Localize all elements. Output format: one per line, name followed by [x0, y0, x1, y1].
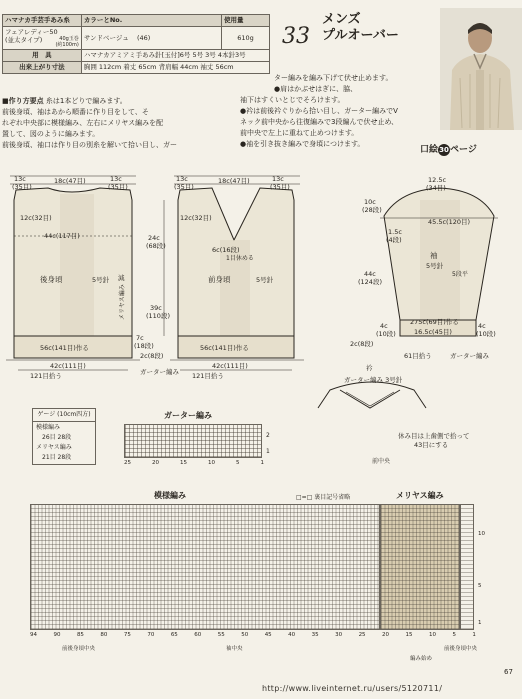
garter-mark-3: 10 [208, 460, 215, 466]
pattern-mark-11: 40 [288, 632, 296, 638]
pattern-mark-5: 70 [147, 632, 155, 638]
pattern-mark-15: 20 [382, 632, 390, 638]
instructions-right [240, 73, 440, 150]
right-line-3: ●衿は前後衿ぐりから拾い目し、ガーター編みでV [240, 107, 398, 115]
pattern-chart-marks [30, 632, 476, 638]
sleeve-bottom: 61目拾う [404, 352, 432, 360]
right-line-6: ●袖を引き抜き編みで身頃につけます。 [240, 140, 365, 148]
intro-label: ■作り方要点 [2, 97, 44, 105]
pattern-mark-2: 85 [76, 632, 84, 638]
pattern-mark-8: 55 [217, 632, 225, 638]
title-line2: プルオーバー [322, 28, 399, 43]
sleeve-cuff2: 16.5c(45目) [414, 328, 452, 336]
pattern-mark-13: 30 [335, 632, 343, 638]
front-body-schematic [164, 176, 304, 370]
sleeve-side-l: 10c [364, 198, 376, 206]
source-url: http://www.liveinternet.ru/users/5120711/ [262, 684, 443, 693]
pattern-mark-17: 10 [428, 632, 436, 638]
front-depth2: (68段) [146, 242, 166, 250]
photo-page-reference [420, 142, 477, 156]
pattern-chart-rows [478, 508, 485, 612]
back-width-inner: 42c(111目) [50, 362, 86, 370]
back-top-dim-3: 13c [110, 175, 122, 183]
yarn-header: ハマナカ手芸手あみ糸 [3, 15, 82, 27]
schematic-diagrams [0, 160, 522, 410]
yarn-sub: (並太タイプ) [5, 36, 43, 44]
collar-note [398, 432, 470, 450]
color-number: (46) [137, 33, 151, 42]
garter-note: ガーター編み [140, 368, 179, 376]
right-line-1: ●肩はかぶせはぎに、脇、 [274, 85, 358, 93]
yarn-amount: 610g [221, 27, 269, 50]
intro-line-0: 糸は1本どりで編みます。 [45, 97, 127, 105]
front-side-dim: 6c(16段) [212, 246, 240, 254]
collar-note-1: 休み目は上歯側で拾って [398, 432, 470, 440]
garter-mark-0: 25 [124, 460, 131, 466]
garter-cm: 2c(8段) [140, 352, 164, 360]
intro-line-3: 置して、図のように編みます。 [2, 130, 100, 138]
gauge-stockinette: メリヤス編み [36, 444, 72, 451]
front-label: 前身頃 [208, 275, 231, 284]
pattern-chart-title: 模様編み [154, 491, 186, 500]
right-line-0: ター編みを編み下げて伏せ止めます。 [274, 74, 393, 82]
pattern-mark-10: 45 [264, 632, 272, 638]
sleeve-top2: (34目) [426, 184, 446, 192]
back-rib2: (18段) [134, 342, 154, 350]
gauge-pattern: 模様編み [36, 424, 61, 431]
front-top-r2: (35目) [270, 183, 290, 191]
back-label: 後身頃 [40, 275, 63, 284]
pattern-mark-1: 90 [53, 632, 61, 638]
model-photo [440, 8, 522, 130]
back-dec: 減 [118, 274, 125, 282]
garter-mark-1: 20 [152, 460, 159, 466]
pattern-mark-18: 5 [452, 632, 456, 638]
collar-center: 前中央 [372, 458, 391, 465]
collar-label: 衿 [366, 364, 373, 372]
pattern-title [312, 12, 399, 44]
gauge-box [32, 408, 96, 465]
garter-chart-grid [124, 424, 262, 458]
pattern-mark-12: 35 [311, 632, 319, 638]
intro-line-4: 前後身頃、袖口は作り目の別糸を解いて拾い目し、ガー [2, 141, 177, 149]
front-bottom: 121目拾う [192, 372, 224, 380]
ref-number: 30 [439, 146, 449, 154]
sleeve-dim1b: (4段) [386, 236, 402, 244]
size-value: 胸囲 112cm 着丈 65cm 背肩幅 44cm 袖丈 56cm [81, 62, 269, 74]
edge-chart-grid [460, 504, 474, 630]
back-body-schematic [6, 176, 140, 370]
sleeve-dim2b: (124段) [358, 278, 382, 286]
sleeve-width: 45.5c(120目) [428, 218, 471, 226]
right-line-4: ネック前中央から往復編みで3段編んで伏せ止め、 [240, 118, 399, 126]
yarn-name: フェアレディー50 [5, 28, 58, 36]
pattern-mark-6: 65 [170, 632, 178, 638]
garter-mark-5: 1 [260, 460, 264, 466]
pattern-bottom-left: 前後身頃中央 [62, 646, 96, 652]
yarn-spec2: (約100m) [55, 42, 79, 48]
front-top-r: 13c [272, 175, 284, 183]
garter-chart-marks [124, 460, 264, 466]
pattern-chart-grid [30, 504, 380, 630]
garter-side-2: 2 [266, 432, 270, 439]
ref-prefix: 口絵 [420, 145, 439, 155]
right-line-5: 前中央で左上に重ねて止めつけます。 [240, 129, 359, 137]
back-rib: 7c [136, 334, 144, 342]
back-stitch: メリヤス編み [119, 284, 126, 320]
back-shoulder: 12c(32目) [20, 214, 52, 222]
sleeve-side-l2: (28段) [362, 206, 382, 214]
pattern-bottom-start: 編み始め [410, 656, 433, 662]
front-shoulder: 12c(32目) [180, 214, 212, 222]
front-depth: 24c [148, 234, 160, 242]
pattern-mark-4: 75 [123, 632, 131, 638]
stockinette-chart-grid [380, 504, 460, 630]
instructions-left [2, 96, 234, 151]
sleeve-cuff: 275c(69目)作る [410, 318, 459, 326]
pattern-row-10: 10 [478, 531, 485, 537]
back-width-total: 56c(141目)作る [40, 344, 89, 352]
back-top-dim-0: 13c [14, 175, 26, 183]
sleeve-side-r: 4c [478, 322, 486, 330]
yarn-spec: 40g玉巻 [59, 36, 79, 42]
pattern-mark-9: 50 [241, 632, 249, 638]
front-top-l: 13c [176, 175, 188, 183]
front-center-stitch: 1目休める [226, 255, 254, 262]
size-label: 出来上がり寸法 [3, 62, 82, 74]
back-bottom: 121目拾う [30, 372, 62, 380]
pattern-mark-19: 1 [472, 632, 476, 638]
pattern-row-5: 5 [478, 583, 482, 589]
ref-suffix: ページ [450, 145, 477, 155]
color-name: サンドベージュ [83, 33, 129, 42]
sleeve-side: 4c [380, 322, 388, 330]
front-length: 39c [150, 304, 162, 312]
sleeve-side2: (10段) [376, 330, 396, 338]
front-needle: 5号針 [256, 276, 274, 284]
sleeve-dim1: 1.5c [388, 228, 402, 236]
sleeve-dim2: 44c [364, 270, 376, 278]
pattern-number: 33 [282, 24, 310, 49]
sleeve-top: 12.5c [428, 176, 447, 184]
amount-header: 使用量 [221, 15, 269, 27]
pattern-mark-7: 60 [194, 632, 202, 638]
right-line-2: 袖下はすくいとじでそろけます。 [240, 96, 345, 104]
sleeve-side-r2: (10段) [476, 330, 496, 338]
front-top-l2: (35目) [174, 183, 194, 191]
back-top-dim-4: (35目) [108, 183, 128, 191]
back-top-dim-2: 18c(47目) [54, 177, 86, 185]
garter-side-1: 1 [266, 448, 270, 455]
collar-note-2: 43目にする [414, 441, 449, 449]
sleeve-garter: ガーター編み [450, 352, 489, 360]
garter-mark-4: 5 [236, 460, 240, 466]
sleeve-garter2: 2c(8段) [350, 340, 374, 348]
pattern-mark-16: 15 [405, 632, 413, 638]
gauge-pattern-value: 26目 28段 [42, 434, 72, 441]
pattern-mark-0: 94 [30, 632, 37, 638]
collar-needle: ガーター編み 3号針 [344, 376, 403, 384]
tools-label: 用 具 [3, 50, 82, 62]
pattern-chart-legend: □=□ 裏目記号省略 [296, 494, 351, 501]
materials-table [2, 14, 270, 74]
garter-mark-2: 15 [180, 460, 187, 466]
garter-chart-title: ガーター編み [164, 411, 212, 420]
pattern-row-1: 1 [478, 620, 482, 626]
stockinette-chart-title: メリヤス編み [396, 491, 444, 500]
tools-value: ハマナカアミアミ手あみ針[玉付]6号 5号 3号 4本針3号 [81, 50, 269, 62]
sleeve-inc: 5段平 [452, 271, 468, 278]
front-length2: (110段) [146, 312, 170, 320]
back-chest: 44c(117目) [44, 232, 80, 240]
collar-schematic [318, 382, 426, 408]
page-number: 67 [504, 668, 513, 676]
sleeve-label: 袖 [430, 251, 438, 260]
back-needle: 5号針 [92, 276, 110, 284]
pattern-bottom-center: 袖中央 [226, 646, 243, 652]
intro-line-1: 前後身頃、袖はあから順番に作り目をして、そ [2, 108, 149, 116]
intro-line-2: れぞれ中央部に模様編み、左右にメリヤス編みを配 [2, 119, 164, 127]
pattern-bottom-right: 前後身頃中央 [444, 646, 478, 652]
pattern-mark-14: 25 [358, 632, 366, 638]
front-width-total: 56c(141目)作る [200, 344, 249, 352]
back-top-dim-1: (35目) [12, 183, 32, 191]
front-width-inner: 42c(111目) [212, 362, 248, 370]
gauge-header: ゲージ (10cm四方) [33, 410, 95, 422]
title-line1: メンズ [322, 12, 361, 27]
gauge-stockinette-value: 21目 28段 [42, 454, 72, 461]
sleeve-needle: 5号針 [426, 262, 444, 270]
front-neck: 18c(47目) [218, 177, 250, 185]
pattern-mark-3: 80 [100, 632, 108, 638]
color-header: カラーとNo. [81, 15, 221, 27]
